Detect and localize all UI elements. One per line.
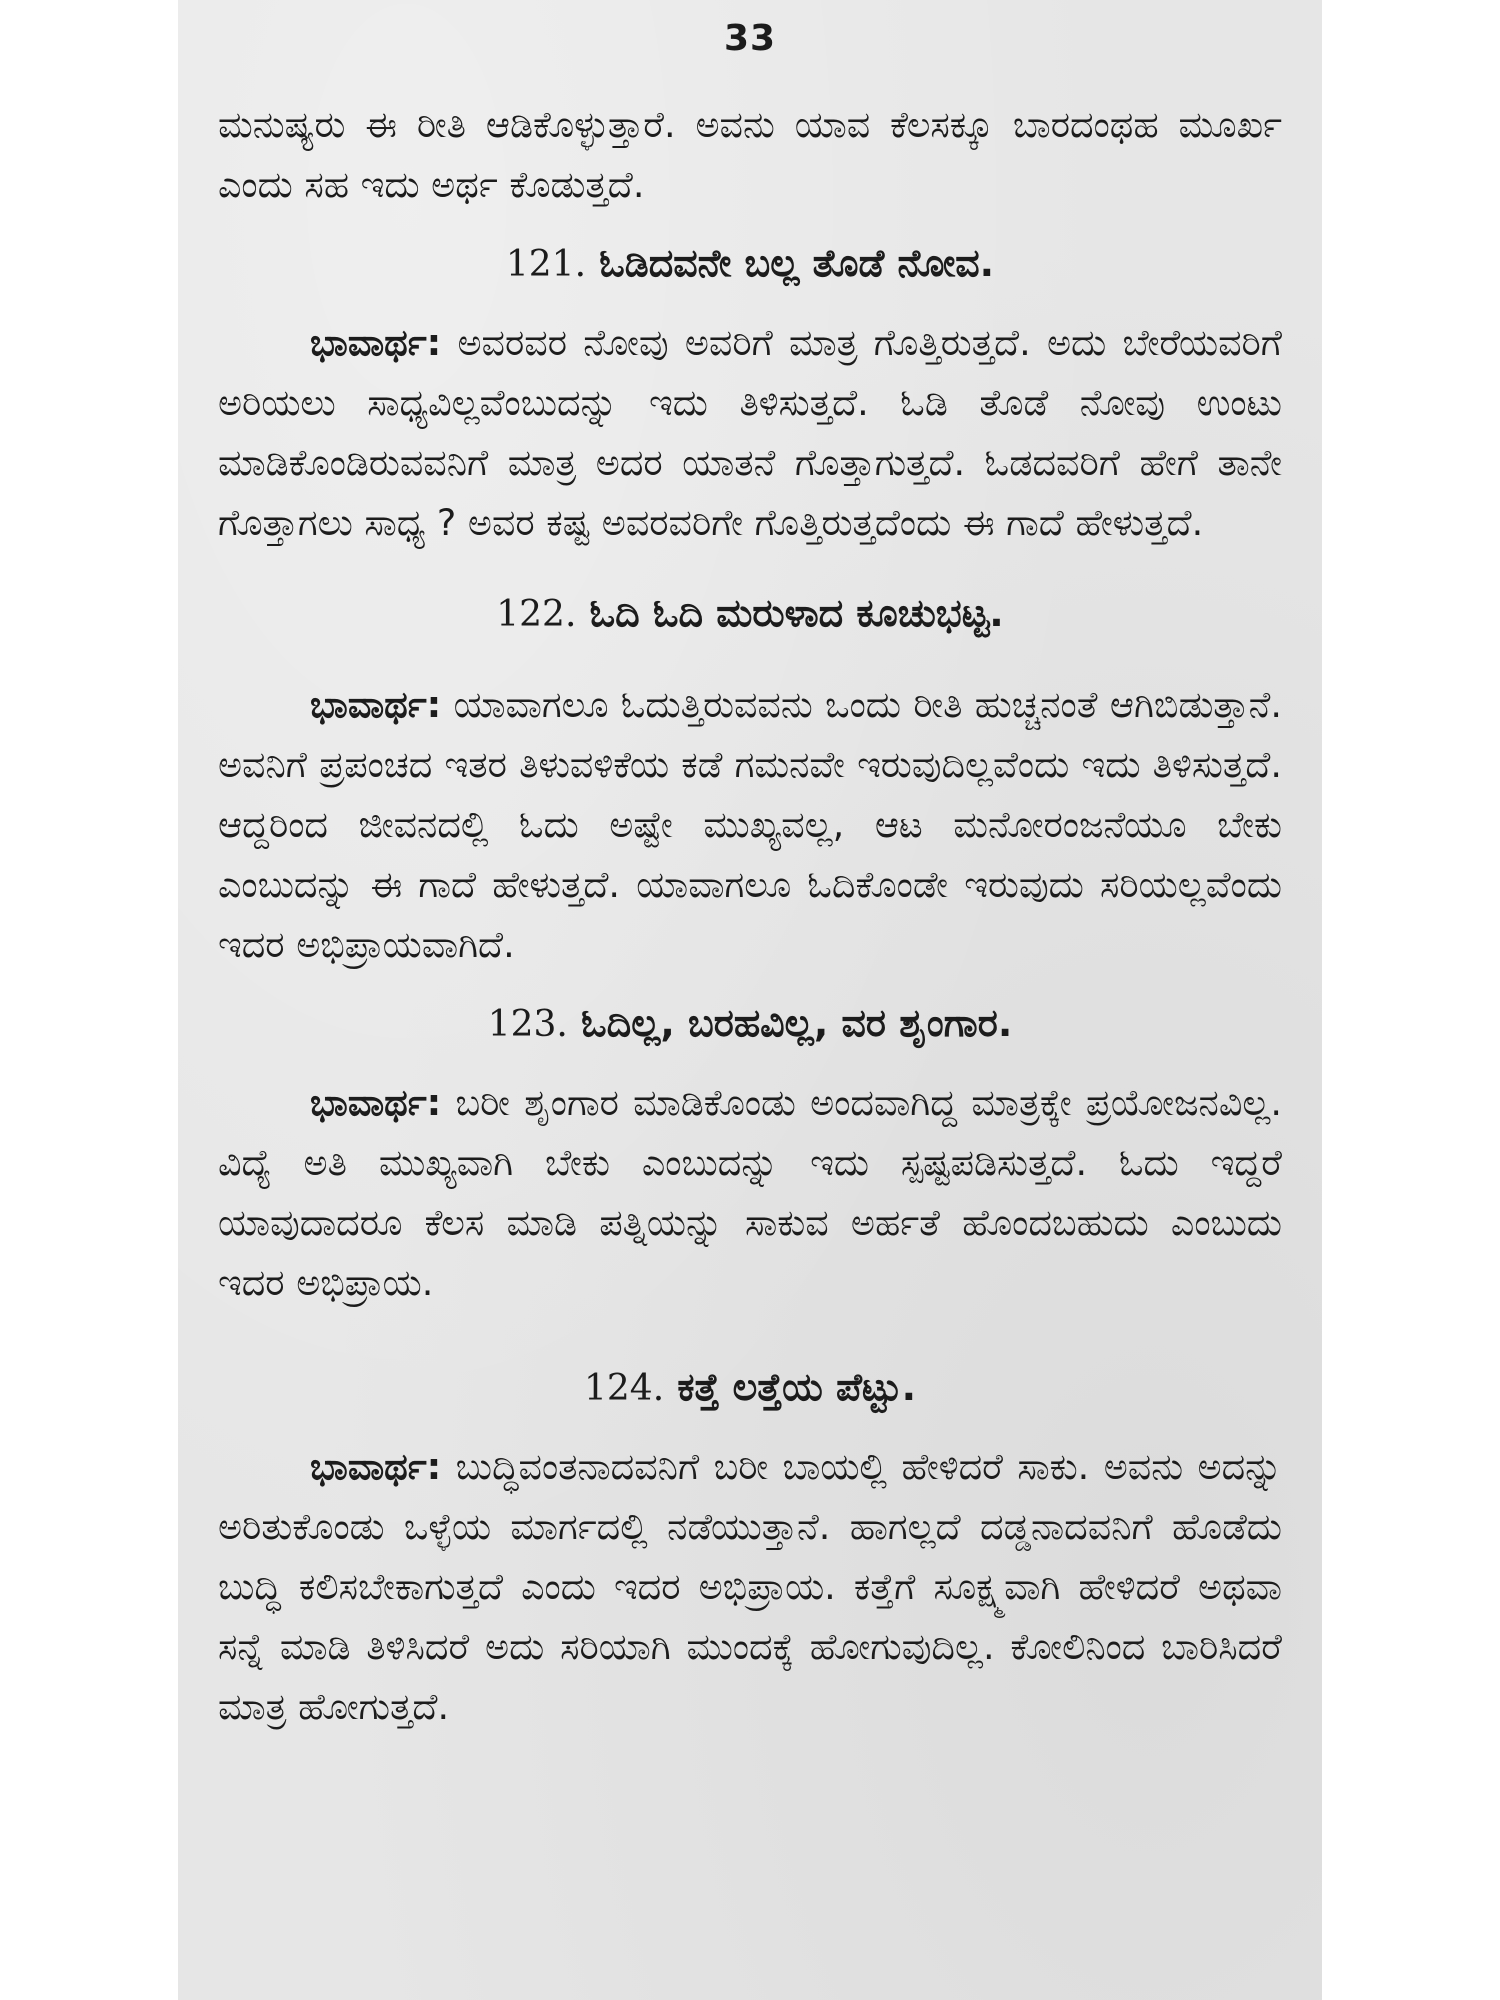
meaning-label: ಭಾವಾರ್ಥ: bbox=[310, 1081, 442, 1124]
meaning-paragraph-122 bbox=[218, 675, 1282, 975]
meaning-text: ಬುದ್ಧಿವಂತನಾದವನಿಗೆ ಬರೀ ಬಾಯಲ್ಲಿ ಹೇಳಿದರೆ ಸಾಕು. ಅವನು ಅದನ್ನು ಅರಿತುಕೊಂಡು ಒಳ್ಳೆಯ ಮಾರ್ಗದಲ್ಲಿ ನಡೆಯುತ್ತಾನೆ. ಹಾಗಲ್ಲದೆ ದಡ್ಡನಾದವನಿಗೆ ಹೊಡೆದು ಬುದ್ಧಿ ಕಲಿಸಬೇಕಾಗುತ್ತದೆ ಎಂದು ಇದರ ಅಭಿಪ್ರಾಯ. ಕತ್ತೆಗೆ ಸೂಕ್ಷ್ಮವಾಗಿ ಹೇಳಿದರೆ ಅಥವಾ ಸನ್ನೆ ಮಾಡಿ ತಿಳಿಸಿದರೆ ಅದು ಸರಿಯಾಗಿ ಮುಂದಕ್ಕೆ ಹೋಗುವುದಿಲ್ಲ. ಕೋಲಿನಿಂದ ಬಾರಿಸಿದರೆ ಮಾತ್ರ ಹೋಗುತ್ತದೆ. bbox=[218, 1445, 1282, 1728]
proverb-title: ಓದಿಲ್ಲ, ಬರಹವಿಲ್ಲ, ವರ ಶೃಂಗಾರ. bbox=[581, 1001, 1013, 1045]
meaning-paragraph-124 bbox=[218, 1437, 1282, 1737]
meaning-text: ಬರೀ ಶೃಂಗಾರ ಮಾಡಿಕೊಂಡು ಅಂದವಾಗಿದ್ದ ಮಾತ್ರಕ್ಕೇ ಪ್ರಯೋಜನವಿಲ್ಲ. ವಿದ್ಯೆ ಅತಿ ಮುಖ್ಯವಾಗಿ ಬೇಕು ಎಂಬುದನ್ನು ಇದು ಸ್ಪಷ್ಟಪಡಿಸುತ್ತದೆ. ಓದು ಇದ್ದರೆ ಯಾವುದಾದರೂ ಕೆಲಸ ಮಾಡಿ ಪತ್ನಿಯನ್ನು ಸಾಕುವ ಅರ್ಹತೆ ಹೊಂದಬಹುದು ಎಂಬುದು ಇದರ ಅಭಿಪ್ರಾಯ. bbox=[218, 1081, 1282, 1304]
meaning-label: ಭಾವಾರ್ಥ: bbox=[310, 1445, 442, 1488]
book-page bbox=[178, 0, 1322, 2000]
proverb-number: 121. bbox=[505, 244, 587, 285]
meaning-label: ಭಾವಾರ್ಥ: bbox=[310, 683, 442, 726]
proverb-heading-121 bbox=[218, 233, 1282, 295]
page-number: 33 bbox=[723, 18, 777, 59]
proverb-number: 124. bbox=[584, 1368, 665, 1409]
proverb-number: 122. bbox=[496, 594, 577, 635]
meaning-text: ಯಾವಾಗಲೂ ಓದುತ್ತಿರುವವನು ಒಂದು ರೀತಿ ಹುಚ್ಚನಂತೆ ಆಗಿಬಿಡುತ್ತಾನೆ. ಅವನಿಗೆ ಪ್ರಪಂಚದ ಇತರ ತಿಳುವಳಿಕೆಯ ಕಡೆ ಗಮನವೇ ಇರುವುದಿಲ್ಲವೆಂದು ಇದು ತಿಳಿಸುತ್ತದೆ. ಆದ್ದರಿಂದ ಜೀವನದಲ್ಲಿ ಓದು ಅಷ್ಟೇ ಮುಖ್ಯವಲ್ಲ, ಆಟ ಮನೋರಂಜನೆಯೂ ಬೇಕು ಎಂಬುದನ್ನು ಈ ಗಾದೆ ಹೇಳುತ್ತದೆ. ಯಾವಾಗಲೂ ಓದಿಕೊಂಡೇ ಇರುವುದು ಸರಿಯಲ್ಲವೆಂದು ಇದರ ಅಭಿಪ್ರಾಯವಾಗಿದೆ. bbox=[218, 683, 1282, 966]
proverb-heading-123 bbox=[218, 993, 1282, 1055]
proverb-heading-122 bbox=[218, 583, 1282, 645]
page-content bbox=[218, 95, 1282, 1737]
meaning-label: ಭಾವಾರ್ಥ: bbox=[310, 321, 442, 364]
meaning-text: ಅವರವರ ನೋವು ಅವರಿಗೆ ಮಾತ್ರ ಗೊತ್ತಿರುತ್ತದೆ. ಅದು ಬೇರೆಯವರಿಗೆ ಅರಿಯಲು ಸಾಧ್ಯವಿಲ್ಲವೆಂಬುದನ್ನು ಇದು ತಿಳಿಸುತ್ತದೆ. ಓಡಿ ತೊಡೆ ನೋವು ಉಂಟು ಮಾಡಿಕೊಂಡಿರುವವನಿಗೆ ಮಾತ್ರ ಅದರ ಯಾತನೆ ಗೊತ್ತಾಗುತ್ತದೆ. ಓಡದವರಿಗೆ ಹೇಗೆ ತಾನೇ ಗೊತ್ತಾಗಲು ಸಾಧ್ಯ ? ಅವರ ಕಷ್ಟ ಅವರವರಿಗೇ ಗೊತ್ತಿರುತ್ತದೆಂದು ಈ ಗಾದೆ ಹೇಳುತ್ತದೆ. bbox=[218, 321, 1282, 544]
intro-paragraph: ಮನುಷ್ಯರು ಈ ರೀತಿ ಆಡಿಕೊಳ್ಳುತ್ತಾರೆ. ಅವನು ಯಾವ ಕೆಲಸಕ್ಕೂ ಬಾರದಂಥಹ ಮೂರ್ಖ ಎಂದು ಸಹ ಇದು ಅರ್ಥ ಕೊಡುತ್ತದೆ. bbox=[218, 103, 1282, 206]
proverb-title: ಓದಿ ಓದಿ ಮರುಳಾದ ಕೂಚುಭಟ್ಟ. bbox=[589, 591, 1004, 635]
proverb-title: ಕತ್ತೆ ಲತ್ತೆಯ ಪೆಟ್ಟು. bbox=[677, 1365, 916, 1409]
proverb-number: 123. bbox=[487, 1004, 568, 1045]
meaning-paragraph-123 bbox=[218, 1073, 1282, 1313]
proverb-heading-124 bbox=[218, 1357, 1282, 1419]
meaning-paragraph-121 bbox=[218, 313, 1282, 553]
proverb-title: ಓಡಿದವನೇ ಬಲ್ಲ ತೊಡೆ ನೋವ. bbox=[599, 241, 995, 285]
